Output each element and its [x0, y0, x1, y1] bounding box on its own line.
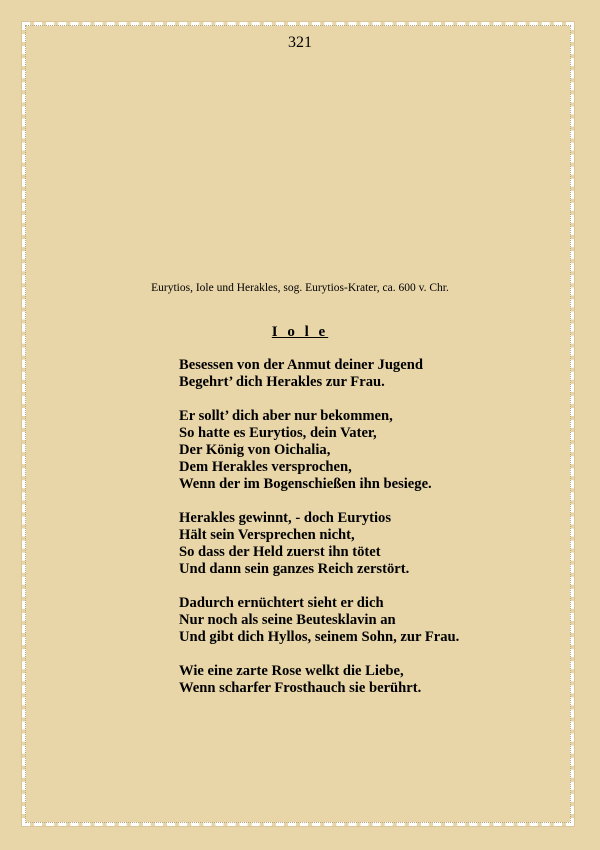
poem-line: Hält sein Versprechen nicht, — [179, 527, 355, 543]
poem-title: I o l e — [271, 324, 329, 340]
poem-line: Dadurch ernüchtert sieht er dich — [179, 595, 384, 611]
poem-line: Herakles gewinnt, - doch Eurytios — [179, 510, 392, 526]
poem-line: Der König von Oichalia, — [179, 442, 331, 458]
poem-line: Und dann sein ganzes Reich zerstört. — [179, 561, 410, 577]
poem-line: Und gibt dich Hyllos, seinem Sohn, zur Frau. — [179, 629, 460, 645]
poem-line: Besessen von der Anmut deiner Jugend — [179, 357, 423, 373]
poem-line: Wie eine zarte Rose welkt die Liebe, — [179, 663, 404, 679]
poem-line: Begehrt’ dich Herakles zur Frau. — [179, 374, 385, 390]
stanza — [179, 663, 579, 697]
poem-line: So dass der Held zuerst ihn tötet — [179, 544, 381, 560]
stanza — [179, 510, 579, 578]
poem-line: Nur noch als seine Beutesklavin an — [179, 612, 396, 628]
stanza — [179, 357, 579, 391]
stanza — [179, 595, 579, 646]
poem-line: Dem Herakles versprochen, — [179, 459, 352, 475]
poem-line: So hatte es Eurytios, dein Vater, — [179, 425, 377, 441]
poem-body — [179, 357, 579, 714]
image-caption: Eurytios, Iole und Herakles, sog. Eurytios-Krater, ca. 600 v. Chr. — [151, 282, 449, 294]
poem-line: Er sollt’ dich aber nur bekommen, — [179, 408, 393, 424]
poem-line: Wenn scharfer Frosthauch sie berührt. — [179, 680, 422, 696]
page-number: 321 — [288, 34, 312, 51]
poem-line: Wenn der im Bogenschießen ihn besiege. — [179, 476, 432, 492]
stanza — [179, 408, 579, 493]
